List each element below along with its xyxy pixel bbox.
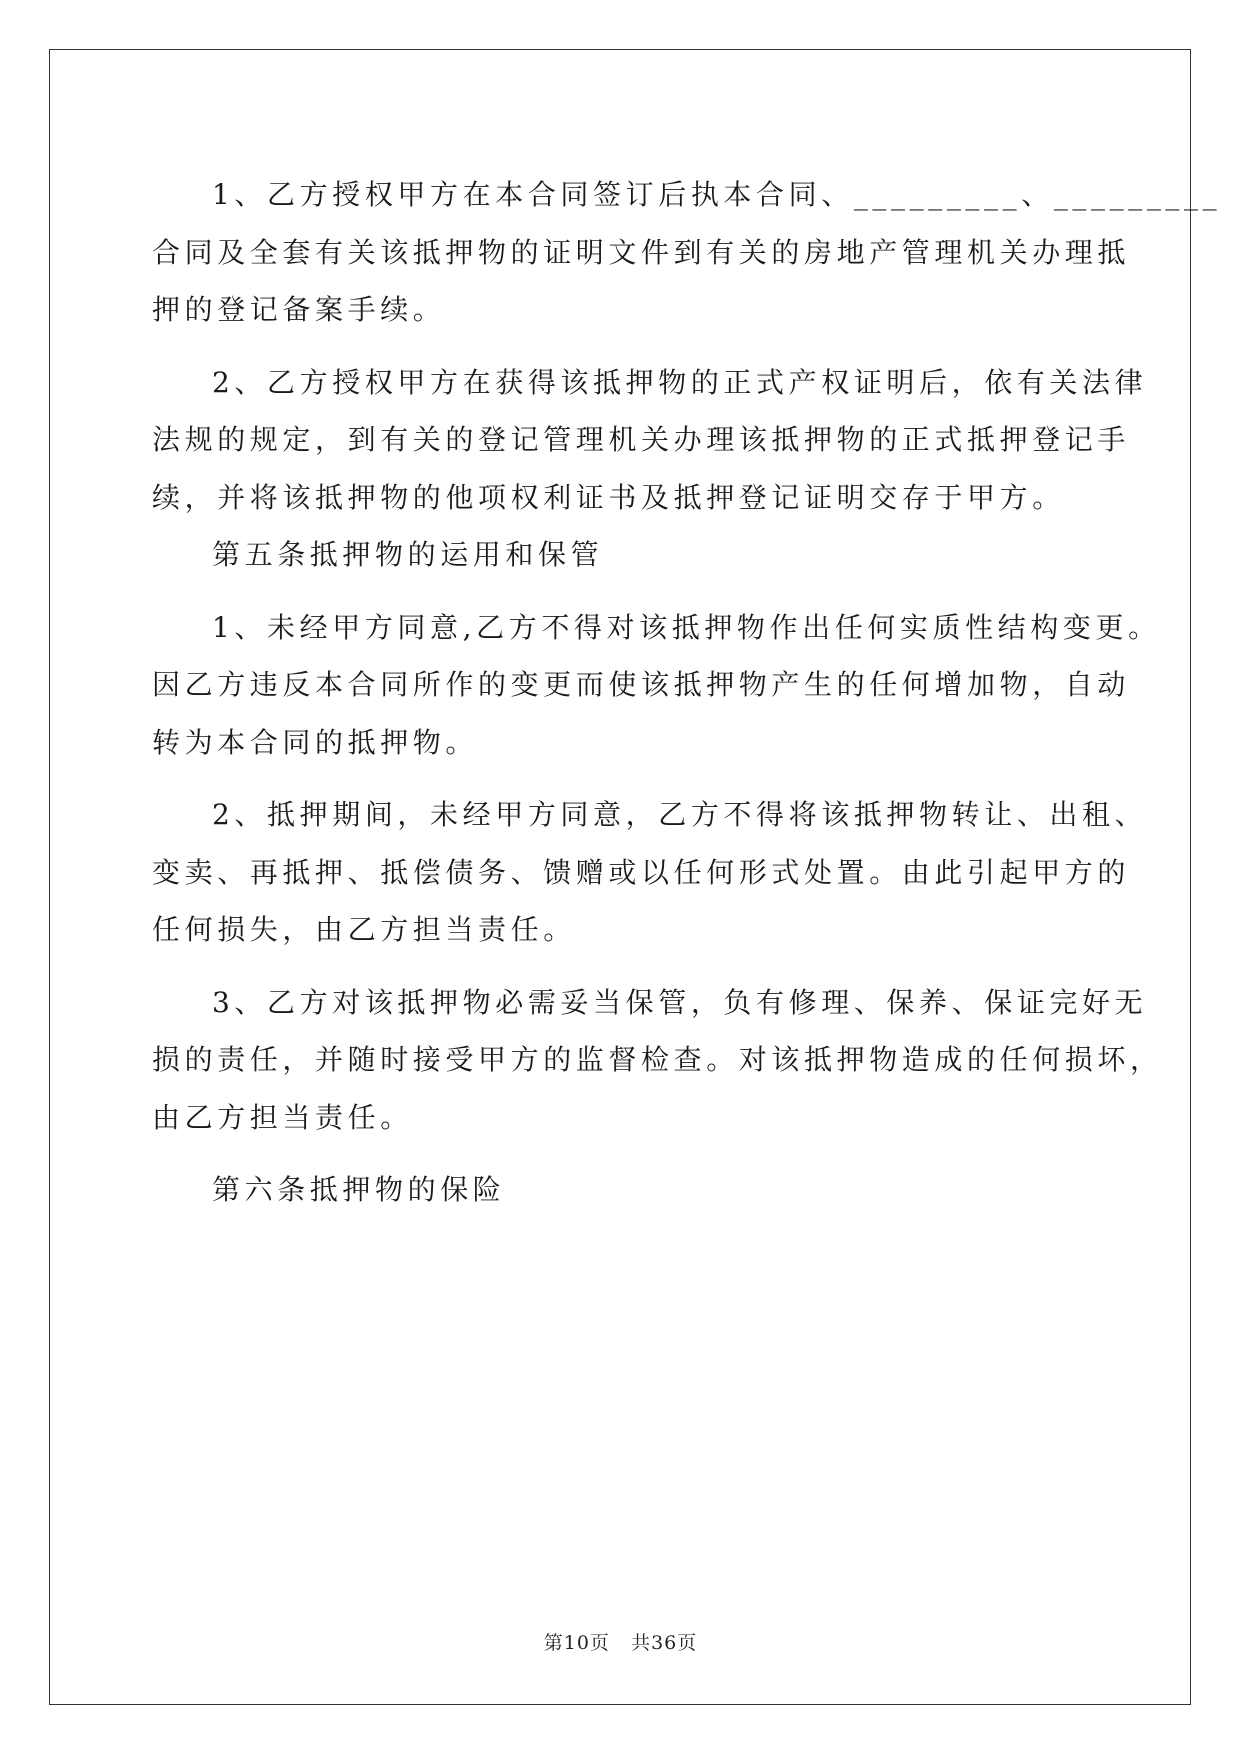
text-line: 转为本合同的抵押物。 bbox=[152, 725, 479, 759]
text-line: 2、抵押期间，未经甲方同意，乙方不得将该抵押物转让、出租、 bbox=[212, 798, 1148, 831]
paragraph-clause-1-authorization bbox=[152, 166, 1222, 339]
page-total: 共36页 bbox=[631, 1632, 698, 1654]
page-footer bbox=[0, 1628, 1241, 1655]
text-line: 续，并将该抵押物的他项权利证书及抵押登记证明交存于甲方。 bbox=[152, 480, 1065, 514]
paragraph-clause-2-disposal bbox=[152, 786, 1148, 959]
text-line: 1、乙方授权甲方在本合同签订后执本合同、_________、_________ bbox=[212, 178, 1222, 211]
text-line: 损的责任，并随时接受甲方的监督检查。对该抵押物造成的任何损坏， bbox=[152, 1043, 1163, 1076]
section-heading: 第六条抵押物的保险 bbox=[212, 1173, 506, 1206]
text-line: 由乙方担当责任。 bbox=[152, 1100, 413, 1134]
section-heading-article-5 bbox=[152, 526, 1092, 584]
text-line: 变卖、再抵押、抵偿债务、馈赠或以任何形式处置。由此引起甲方的 bbox=[152, 855, 1131, 889]
text-line: 1、未经甲方同意,乙方不得对该抵押物作出任何实质性结构变更。 bbox=[212, 610, 1161, 644]
text-line: 合同及全套有关该抵押物的证明文件到有关的房地产管理机关办理抵 bbox=[152, 235, 1131, 269]
text-line: 任何损失，由乙方担当责任。 bbox=[152, 913, 576, 946]
paragraph-clause-3-custody bbox=[152, 974, 1163, 1147]
section-heading-article-6 bbox=[152, 1161, 1092, 1219]
page-number: 第10页 bbox=[543, 1632, 610, 1654]
text-line: 因乙方违反本合同所作的变更而使该抵押物产生的任何增加物，自动 bbox=[152, 668, 1131, 701]
section-heading: 第五条抵押物的运用和保管 bbox=[212, 538, 604, 571]
text-line: 3、乙方对该抵押物必需妥当保管，负有修理、保养、保证完好无 bbox=[212, 985, 1148, 1019]
text-line: 押的登记备案手续。 bbox=[152, 293, 446, 326]
document-body bbox=[152, 166, 1222, 1219]
paragraph-clause-2-registration bbox=[152, 354, 1148, 527]
paragraph-clause-1-structural-change bbox=[152, 599, 1161, 772]
text-line: 2、乙方授权甲方在获得该抵押物的正式产权证明后，依有关法律 bbox=[212, 365, 1148, 399]
text-line: 法规的规定，到有关的登记管理机关办理该抵押物的正式抵押登记手 bbox=[152, 423, 1131, 456]
